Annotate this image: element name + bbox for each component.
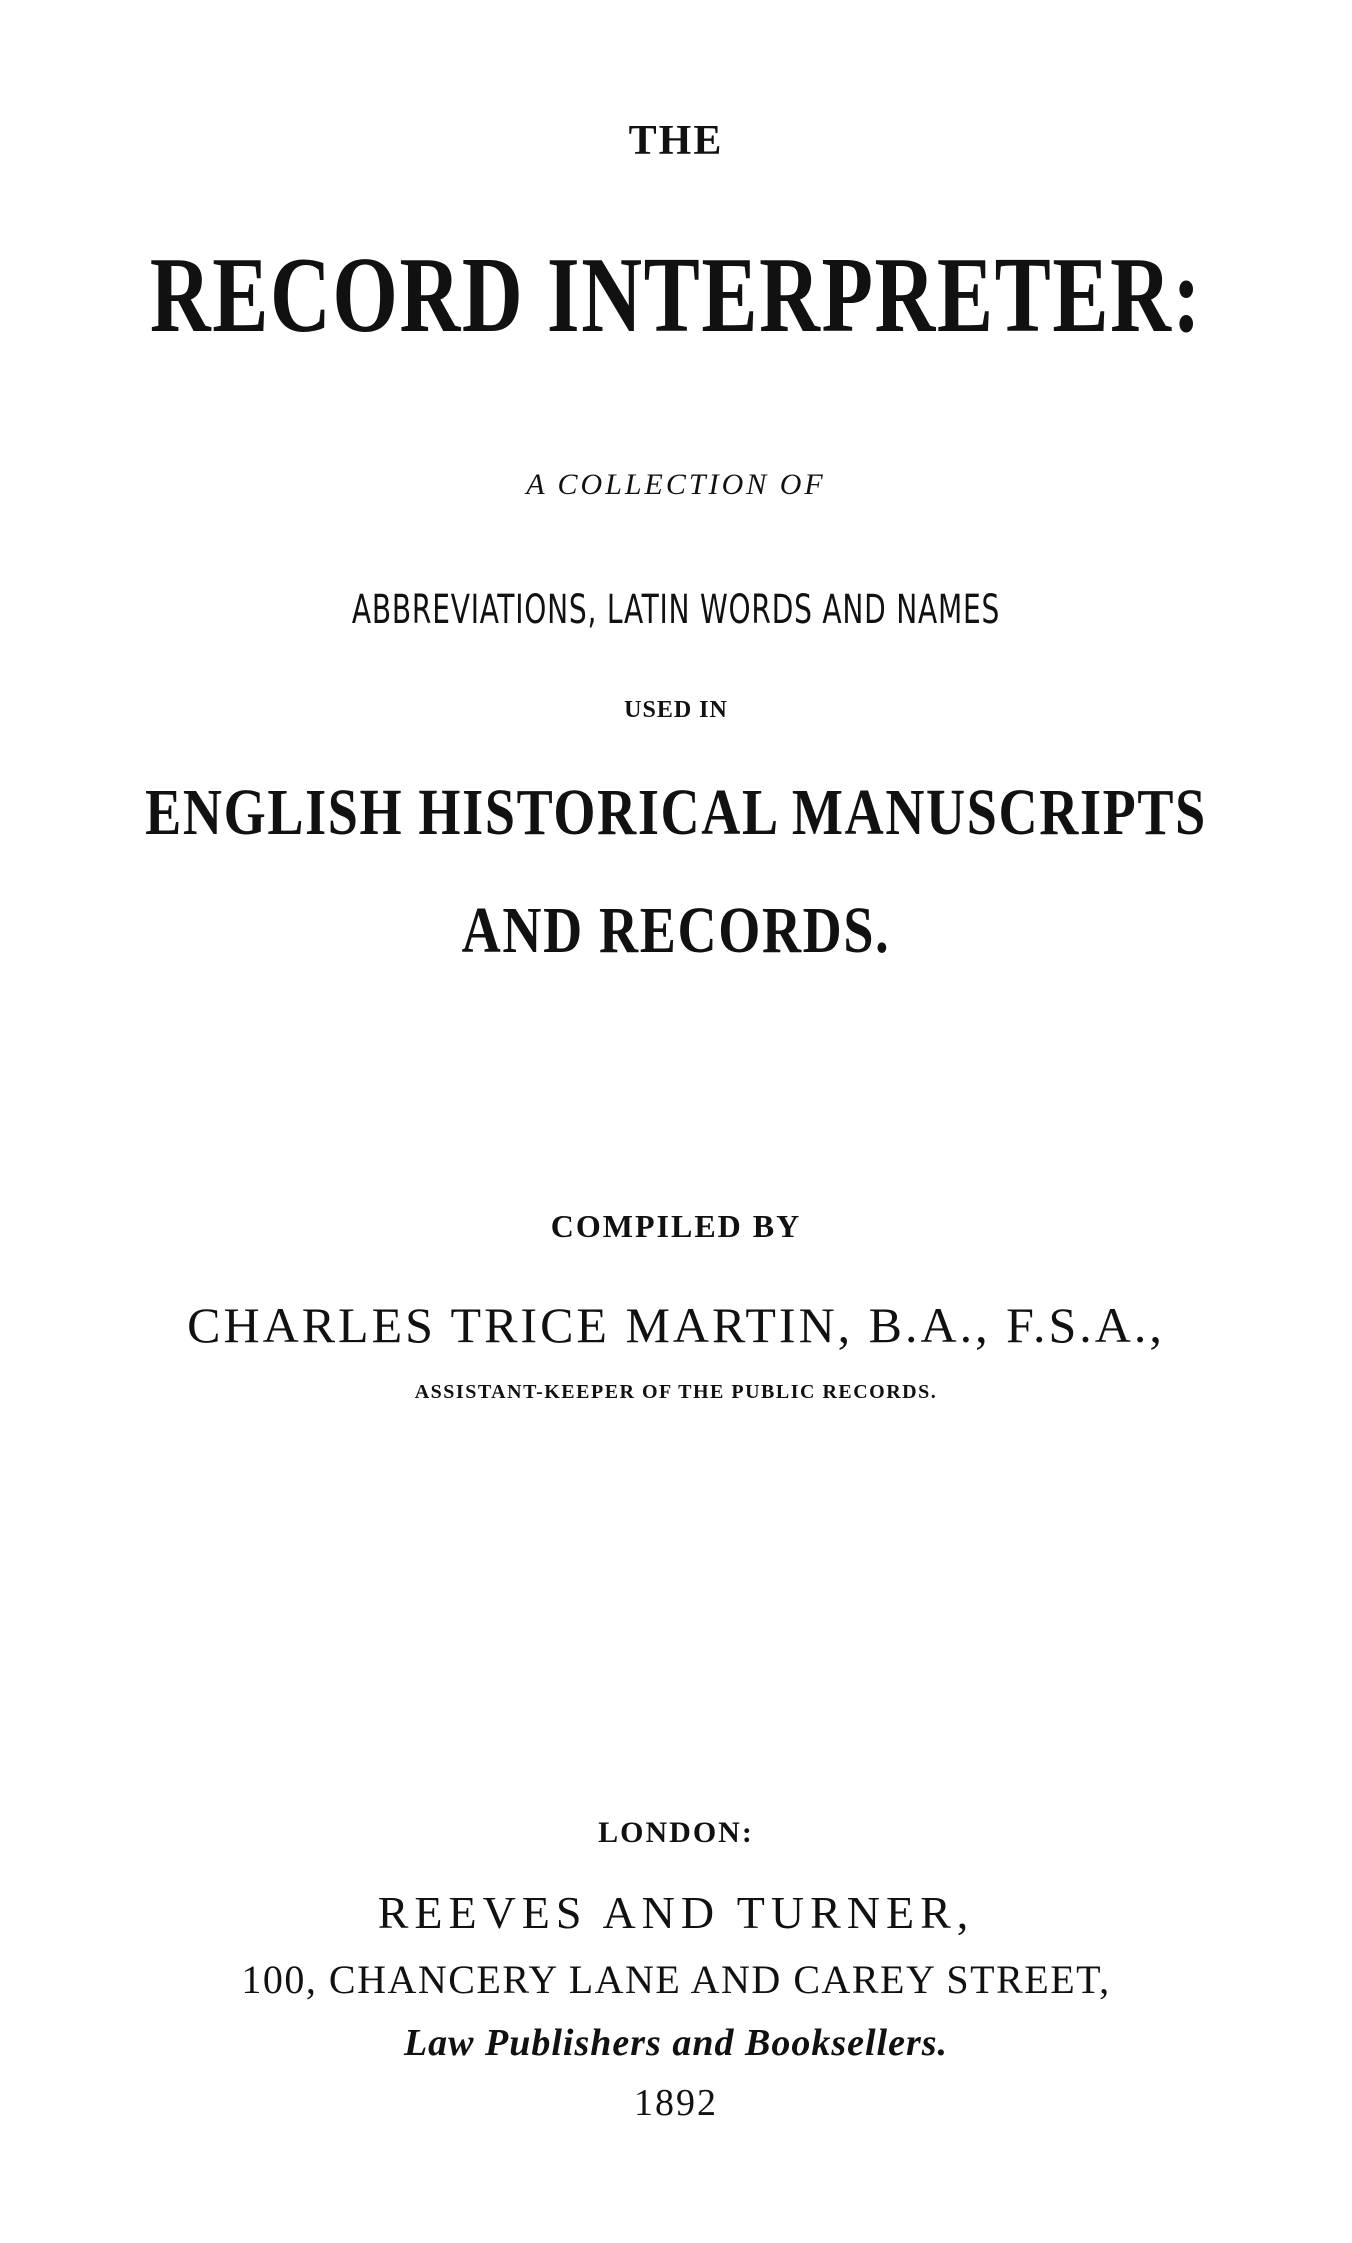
imprint-city: LONDON: (598, 1816, 754, 1849)
imprint-address: 100, CHANCERY LANE AND CAREY STREET, (241, 1957, 1111, 2002)
subtitle-english-manuscripts: ENGLISH HISTORICAL MANUSCRIPTS (145, 776, 1207, 849)
subtitle-records: AND RECORDS. (461, 894, 891, 967)
compiled-by-label: COMPILED BY (550, 1208, 802, 1244)
imprint-year: 1892 (634, 2082, 718, 2124)
subtitle-collection: A COLLECTION OF (526, 468, 826, 501)
author-name: CHARLES TRICE MARTIN, B.A., F.S.A., (187, 1297, 1165, 1353)
imprint-publisher: REEVES AND TURNER, (377, 1887, 975, 1938)
subtitle-subject: ABBREVIATIONS, LATIN WORDS AND NAMES (351, 587, 1001, 633)
imprint-trade: Law Publishers and Booksellers. (403, 2022, 949, 2064)
subtitle-used-in: USED IN (624, 697, 728, 723)
title-article: THE (628, 118, 724, 164)
page-title: RECORD INTERPRETER: (149, 236, 1203, 355)
author-office: ASSISTANT-KEEPER OF THE PUBLIC RECORDS. (414, 1381, 938, 1403)
